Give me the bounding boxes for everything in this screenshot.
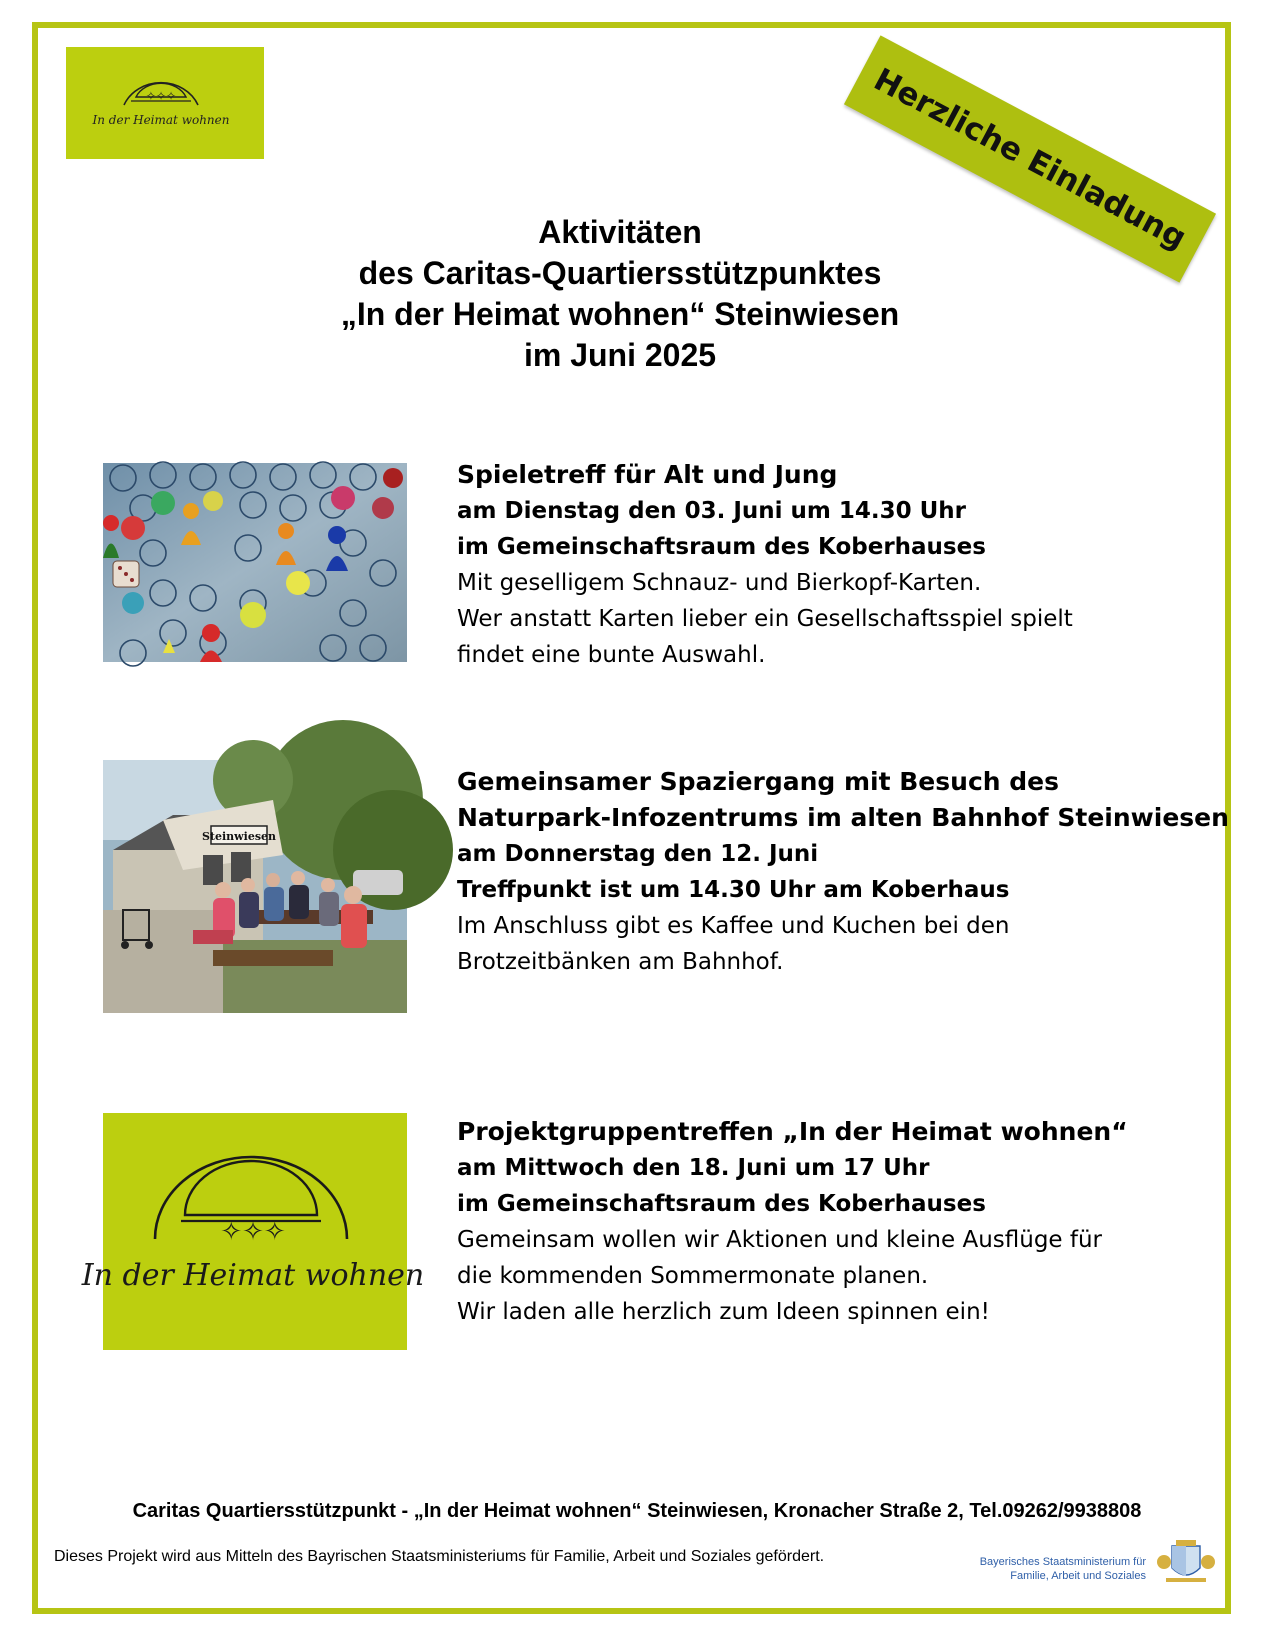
svg-text:✧✧✧: ✧✧✧ (220, 1217, 286, 1247)
house-stars-logo-icon (66, 47, 264, 159)
event-spieletreff (457, 457, 1217, 673)
station-sign-text: Steinwiesen (201, 830, 277, 843)
event-1-line-3: im Gemeinschaftsraum des Koberhauses (457, 534, 986, 560)
event-3-line-2: am Mittwoch den 18. Juni um 17 Uhr (457, 1155, 930, 1181)
event-1-line-6: findet eine bunte Auswahl. (457, 642, 766, 668)
event-2-line-5: Im Anschluss gibt es Kaffee und Kuchen bei den (457, 913, 1010, 939)
event-1-line-4: Mit geselligem Schnauz- und Bierkopf-Karten. (457, 570, 982, 596)
svg-text:✧✧✧: ✧✧✧ (145, 89, 177, 103)
page-title (220, 212, 1020, 376)
title-line-2: des Caritas-Quartiersstützpunktes (358, 255, 882, 291)
title-line-3: „In der Heimat wohnen“ Steinwiesen (340, 296, 900, 332)
logo-wordmark-small: In der Heimat wohnen (92, 113, 230, 127)
ministry-line-2: Familie, Arbeit und Soziales (1010, 1570, 1146, 1582)
project-logo-large (81, 1113, 425, 1350)
project-logo-small (66, 47, 264, 159)
title-line-1: Aktivitäten (538, 214, 702, 250)
ministry-logo-text (968, 1555, 1146, 1583)
bavarian-crest-icon (1156, 1538, 1216, 1586)
footer-funding-note: Dieses Projekt wird aus Mitteln des Bayrischen Staatsministeriums für Familie, Arbeit und Soziales gefördert. (54, 1548, 825, 1565)
event-2-line-1: Gemeinsamer Spaziergang mit Besuch des (457, 767, 1059, 796)
event-1-line-5: Wer anstatt Karten lieber ein Gesellschaftsspiel spielt (457, 606, 1073, 632)
event-1-line-1: Spieletreff für Alt und Jung (457, 460, 838, 489)
event-2-line-6: Brotzeitbänken am Bahnhof. (457, 949, 784, 975)
event-2-line-4: Treffpunkt ist um 14.30 Uhr am Koberhaus (457, 877, 1010, 903)
station-group-photo (103, 760, 407, 1013)
event-projektgruppe (457, 1114, 1217, 1330)
event-3-line-3: im Gemeinschaftsraum des Koberhauses (457, 1191, 986, 1217)
title-line-4: im Juni 2025 (523, 337, 717, 373)
event-spaziergang (457, 764, 1229, 980)
ministry-line-1: Bayerisches Staatsministerium für (979, 1556, 1146, 1568)
logo-wordmark-large: In der Heimat wohnen (81, 1258, 425, 1293)
event-1-line-2: am Dienstag den 03. Juni um 14.30 Uhr (457, 498, 967, 524)
event-2-line-2: Naturpark-Infozentrums im alten Bahnhof Steinwiesen (457, 803, 1229, 832)
house-stars-logo-large-icon (81, 1113, 425, 1350)
event-3-line-4: Gemeinsam wollen wir Aktionen und kleine Ausflüge für (457, 1227, 1103, 1253)
event-3-line-5: die kommenden Sommermonate planen. (457, 1263, 929, 1289)
banner-text: Herzliche Einladung (868, 61, 1192, 257)
event-3-line-6: Wir laden alle herzlich zum Ideen spinnen ein! (457, 1299, 990, 1325)
footer-contact: Caritas Quartiersstützpunkt - „In der Heimat wohnen“ Steinwiesen, Kronacher Straße 2, Tel.09262/9938808 (132, 1500, 1142, 1522)
board-game-photo (103, 463, 407, 662)
event-3-line-1: Projektgruppentreffen „In der Heimat wohnen“ (457, 1117, 1128, 1146)
event-2-line-3: am Donnerstag den 12. Juni (457, 841, 819, 867)
